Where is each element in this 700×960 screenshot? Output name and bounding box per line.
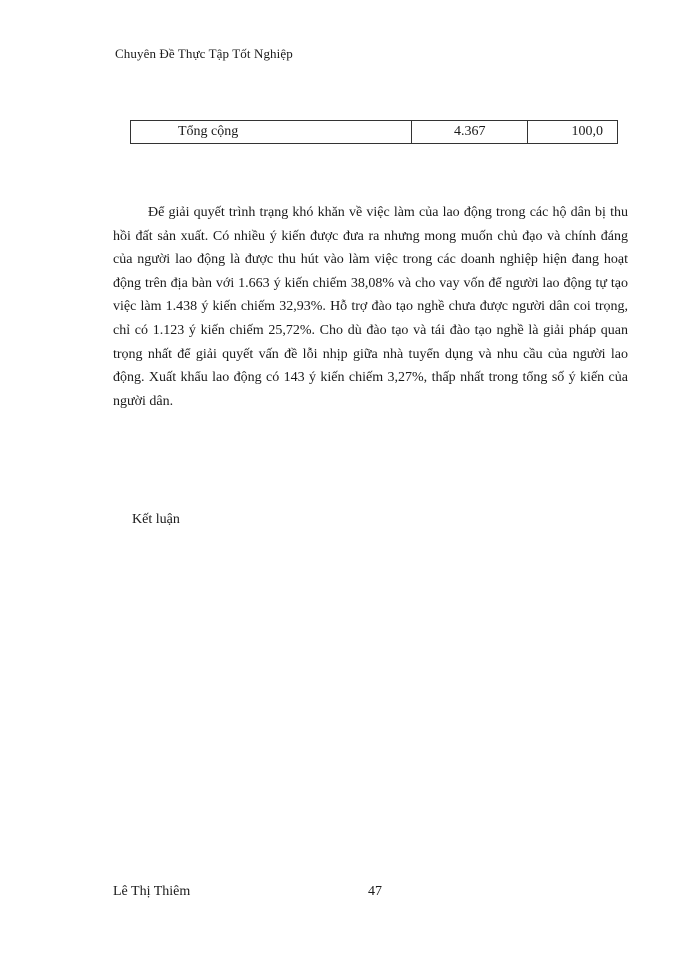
summary-table xyxy=(130,120,618,144)
footer-page-number: 47 xyxy=(368,884,382,899)
body-paragraph: Để giải quyết trình trạng khó khăn về việc làm của lao động trong các hộ dân bị thu hồi đất sản xuất. Có nhiều ý kiến được đưa ra nhưng mong muốn chủ đạo và chính đáng của người lao động là được thu hút vào làm việc trong các doanh nghiệp hiện đang hoạt động trên địa bàn với 1.663 ý kiến chiếm 38,08% và cho vay vốn để người lao động tự tạo việc làm 1.438 ý kiến chiếm 32,93%. Hỗ trợ đào tạo nghề chưa được người dân coi trọng, chỉ có 1.123 ý kiến chiếm 25,72%. Cho dù đào tạo và tái đào tạo nghề là giải pháp quan trọng nhất để giải quyết vấn đề lỗi nhịp giữa nhà tuyển dụng và nhu cầu của người lao động. Xuất khẩu lao động có 143 ý kiến chiếm 3,27%, thấp nhất trong tổng số ý kiến của người dân. xyxy=(113,205,628,409)
page-header-title: Chuyên Đề Thực Tập Tốt Nghiệp xyxy=(115,46,293,61)
total-count-cell: 4.367 xyxy=(412,121,528,144)
section-heading-conclusion: Kết luận xyxy=(132,512,180,527)
footer-author: Lê Thị Thiêm xyxy=(113,884,191,899)
total-label-cell: Tổng cộng xyxy=(131,121,412,144)
table-row-total xyxy=(131,121,618,144)
total-percent-cell: 100,0 xyxy=(528,121,618,144)
